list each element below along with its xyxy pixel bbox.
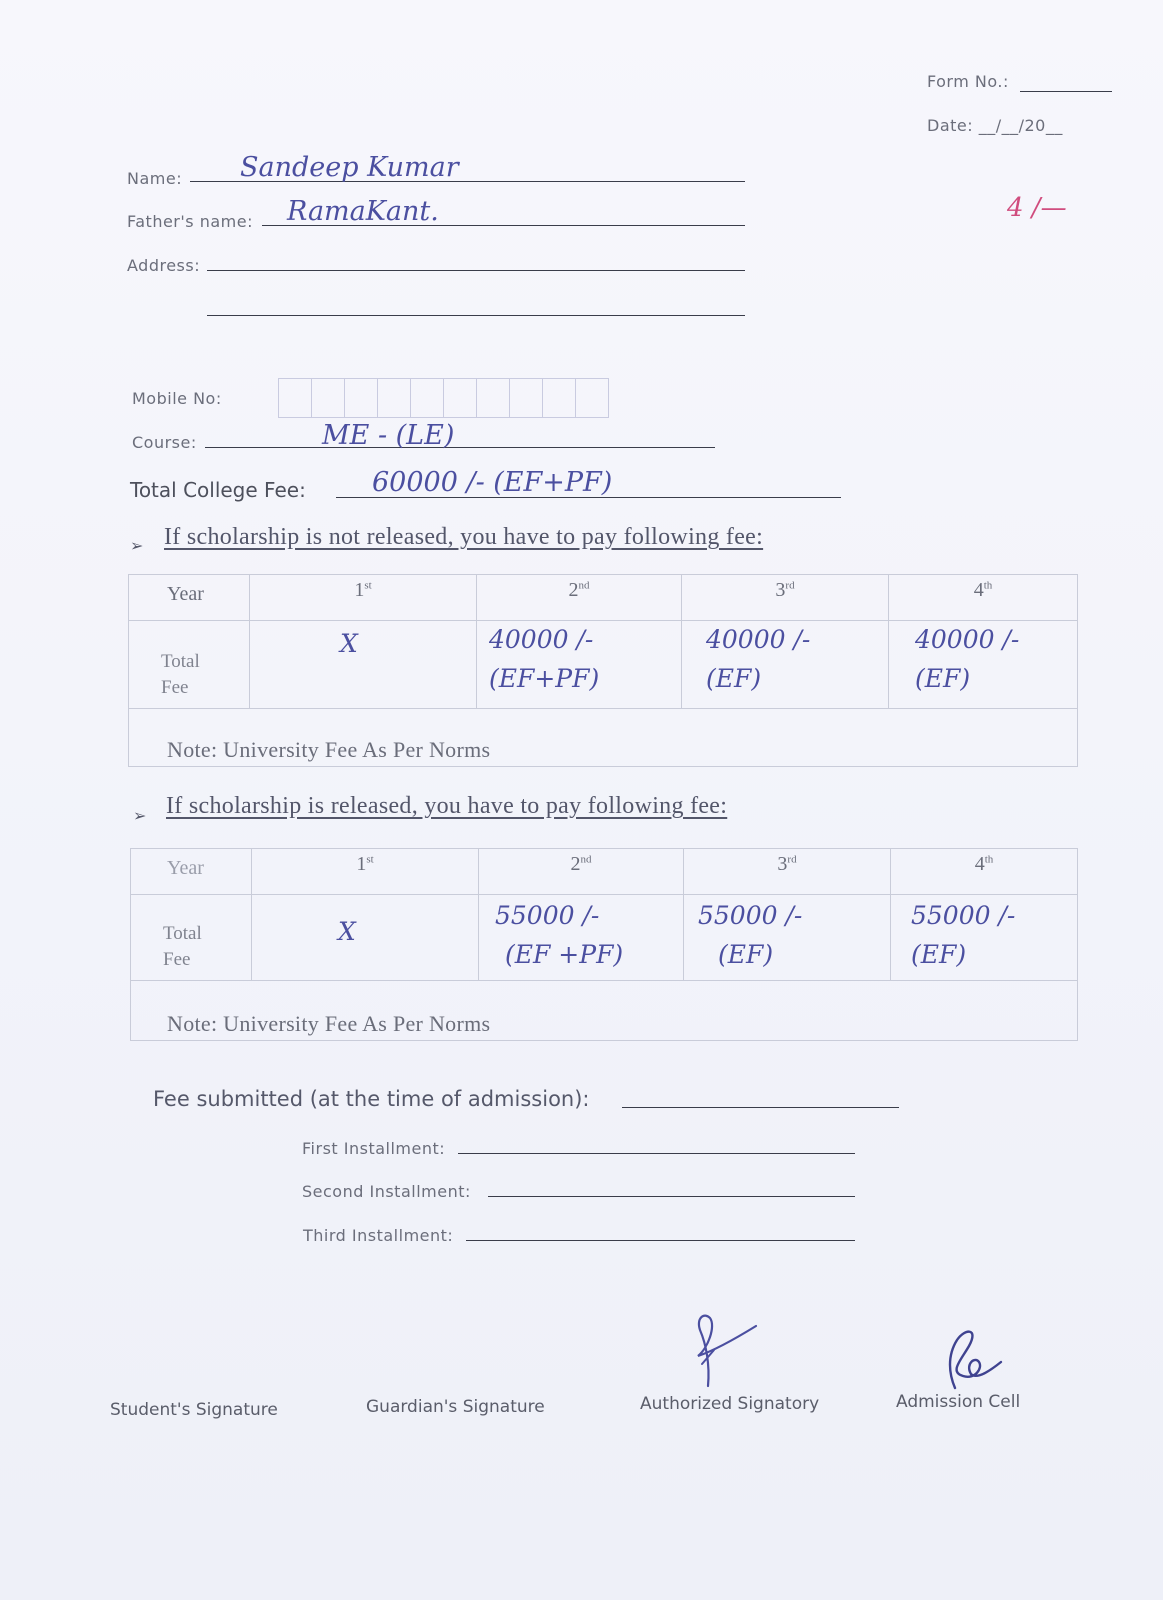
guardian-signature-label: Guardian's Signature: [366, 1397, 545, 1417]
year-3-cell-2: 3rd: [684, 849, 891, 895]
note-cell-2: Note: University Fee As Per Norms: [131, 981, 1078, 1041]
year-2-cell-2: 2nd: [479, 849, 684, 895]
margin-note: 4 /—: [1007, 193, 1067, 223]
total-fee-row-label-2: Total Fee: [131, 895, 252, 981]
name-label: Name:: [127, 169, 183, 188]
course-line: [205, 447, 715, 448]
mobile-boxes: [278, 378, 609, 418]
fee-year-3-released: 55000 /- (EF): [684, 895, 891, 981]
year-header-cell-2: Year: [131, 849, 252, 895]
fee-table-not-released: [128, 574, 1078, 767]
mobile-label: Mobile No:: [132, 389, 222, 408]
third-installment-line: [466, 1240, 855, 1241]
year-4-cell: 4th: [889, 575, 1078, 621]
year-2-cell: 2nd: [477, 575, 682, 621]
date-label: Date: __/__/20__: [927, 116, 1063, 135]
year-3-cell: 3rd: [682, 575, 889, 621]
third-installment-label: Third Installment:: [303, 1226, 454, 1245]
first-installment-line: [458, 1153, 855, 1154]
year-1-cell: 1st: [250, 575, 477, 621]
year-1-cell-2: 1st: [252, 849, 479, 895]
bullet-arrow-icon-2: ➢: [133, 806, 147, 825]
fee-year-1: X: [250, 621, 477, 709]
form-no-line: [1020, 91, 1112, 92]
admission-cell-signature-scribble: [935, 1318, 1015, 1398]
bullet-arrow-icon: ➢: [130, 536, 144, 555]
heading-not-released: If scholarship is not released, you have to pay following fee:: [164, 524, 764, 550]
note-cell: Note: University Fee As Per Norms: [129, 709, 1078, 767]
name-value: Sandeep Kumar: [240, 152, 459, 183]
course-label: Course:: [132, 433, 197, 452]
total-fee-value: 60000 /- (EF+PF): [372, 467, 613, 498]
first-installment-label: First Installment:: [302, 1139, 446, 1158]
form-no-label: Form No.:: [927, 72, 1009, 91]
fee-year-3: 40000 /- (EF): [682, 621, 889, 709]
admission-cell-label: Admission Cell: [896, 1392, 1021, 1412]
fee-year-2: 40000 /- (EF+PF): [477, 621, 682, 709]
fee-year-4: 40000 /- (EF): [889, 621, 1078, 709]
heading-released: If scholarship is released, you have to pay following fee:: [166, 793, 728, 819]
fee-year-1-released: X: [252, 895, 479, 981]
fee-year-2-released: 55000 /- (EF +PF): [479, 895, 684, 981]
year-header-cell: Year: [129, 575, 250, 621]
year-4-cell-2: 4th: [891, 849, 1078, 895]
fee-table-released: [130, 848, 1078, 1041]
student-signature-label: Student's Signature: [110, 1400, 278, 1420]
address-line-1: [207, 270, 745, 271]
total-fee-row-label: Total Fee: [129, 621, 250, 709]
address-line-2: [207, 315, 745, 316]
fee-year-4-released: 55000 /- (EF): [891, 895, 1078, 981]
second-installment-label: Second Installment:: [302, 1182, 471, 1201]
father-value: RamaKant.: [287, 196, 439, 227]
father-label: Father's name:: [127, 212, 253, 231]
total-fee-label: Total College Fee:: [130, 478, 306, 502]
fee-submitted-line: [622, 1107, 899, 1108]
second-installment-line: [488, 1196, 855, 1197]
authorized-signature-scribble: [680, 1304, 770, 1394]
address-label: Address:: [127, 256, 201, 275]
course-value: ME - (LE): [322, 420, 455, 451]
authorized-signatory-label: Authorized Signatory: [640, 1394, 820, 1414]
fee-submitted-label: Fee submitted (at the time of admission):: [153, 1087, 590, 1111]
